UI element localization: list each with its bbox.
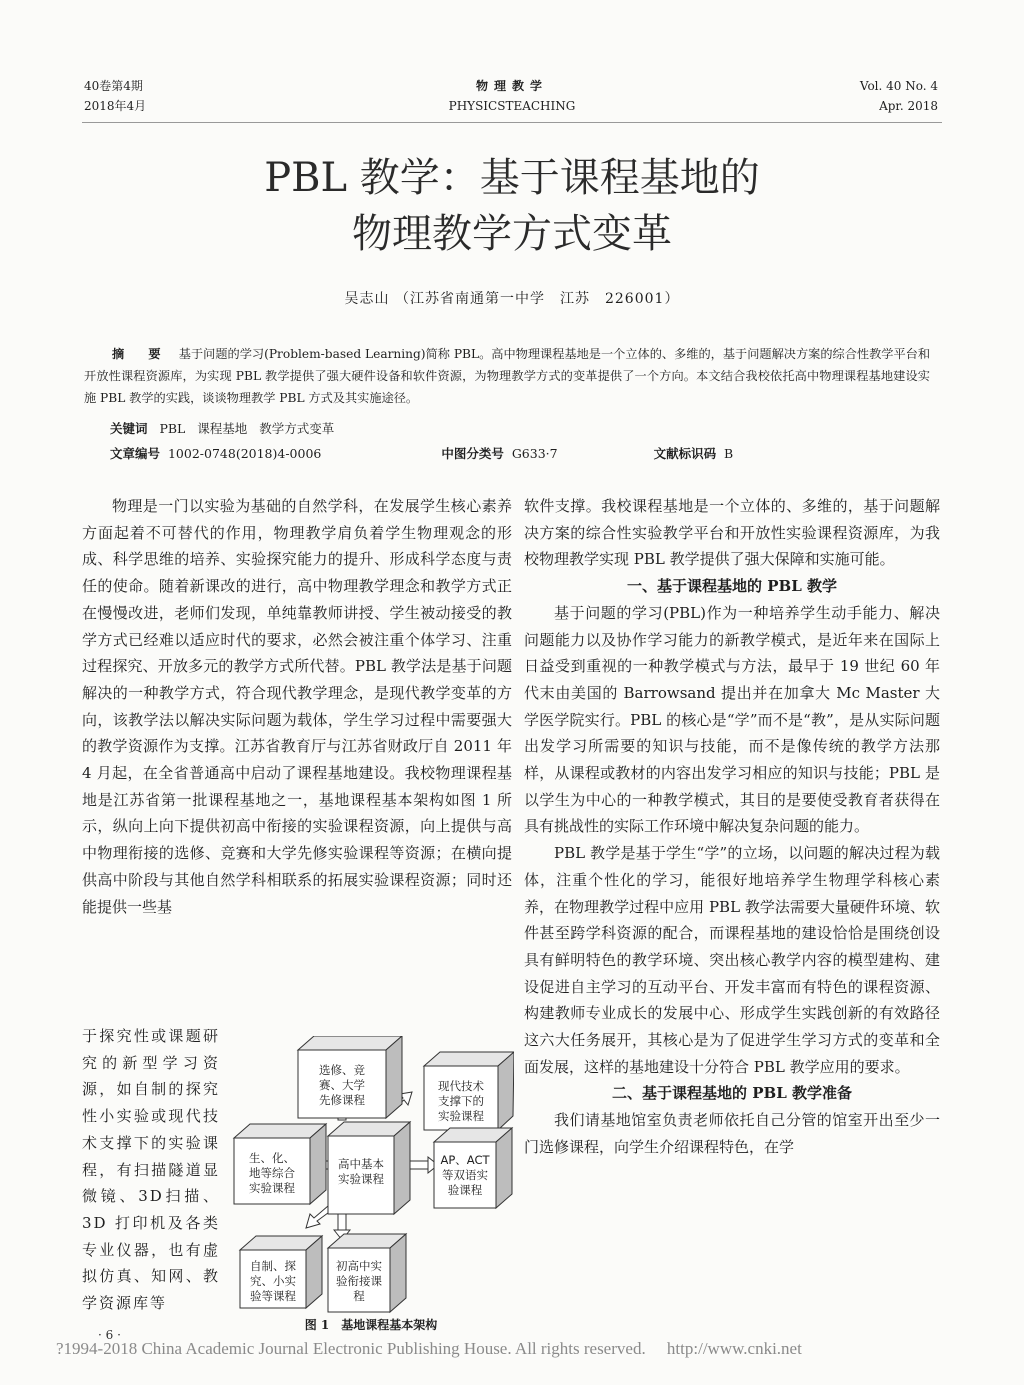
svg-text:AP、ACT等双语实验课程: AP、ACT 等双语实验课程 [440,1153,490,1197]
svg-text:初高中实验衔接课程: 初高中实验衔接课程 [336,1259,382,1303]
copyright-footer: ?1994-2018 China Academic Journal Electronic Publishing House. All rights reserved. http://www.cnki.net [56,1339,802,1358]
paragraph: 物理是一门以实验为基础的自然学科，在发展学生核心素养方面起着不可替代的作用，物理教学肩负着学生物理观念的形成、科学思维的培养、实验探究能力的提升、形成科学态度与责任的使命。随着新课改的进行，高中物理教学理念和教学方式正在慢慢改进，老师们发现，单纯靠教师讲授、学生被动接受的教学方式已经难以适应时代的要求，必然会被注重个体学习、注重过程探究、开放多元的教学方式所代替。PBL 教学法是基于问题解决的一种教学方式，符合现代教学理念，是现代教学变革的方向，该教学法以解决实际问题为载体，学生学习过程中需要强大的教学资源作为支撑。江苏省教育厅与江苏省财政厅自 2011 年 4 月起，在全省普通高中启动了课程基地建设。我校物理课程基地是江苏省第一批课程基地之一，基地课程基本架构如图 1 所示，纵向上向下提供初高中衔接的实验课程资源，向上提供与高中物理衔接的选修、竞赛和大学先修实验课程等资源；在横向提供高中阶段与其他自然学科相联系的拓展实验课程资源；同时还能提供一些基 [82,497,512,916]
keyword: 课程基地 [197,421,248,436]
figure-1-diagram [228,1036,514,1316]
clc-label: 中图分类号 [441,446,504,461]
cube-center [328,1122,410,1214]
keywords [110,419,334,437]
right-column [524,493,940,1161]
paragraph: PBL 教学是基于学生“学”的立场，以问题的解决过程为载体，注重个性化的学习，能很好地培养学生物理学科核心素养，在物理教学过程中应用 PBL 教学法需要大量硬件环境、软件甚至跨学科资源的配合，而课程基地的建设恰恰是围绕创设具有鲜明特色的教学环境、突出核心教学内容的模型建构、建设促进自主学习的互动平台、开发丰富而有特色的课程资源、构建教师专业成长的发展中心、形成学生实践创新的有效路径这六大任务展开，其核心是为了促进学生学习方式的变革和全面发展，这样的基地建设十分符合 PBL 教学应用的要求。 [524,844,940,1076]
article-no-label: 文章编号 [110,446,161,461]
cube-right [434,1128,512,1208]
cube-left [234,1124,326,1204]
paragraph: 软件支撑。我校课程基地是一个立体的、多维的，基于问题解决方案的综合性实验教学平台和开放性实验课程资源库，为我校物理教学实现 PBL 教学提供了强大保障和实施可能。 [524,497,940,569]
cube-bottom-left [240,1236,322,1308]
abstract [84,343,930,409]
keywords-label: 关键词 [110,421,148,436]
volume-date: Apr. 2018 [879,99,938,113]
page-number: · 6 · [98,1328,121,1342]
figure-caption: 图 1 基地课程基本架构 [304,1318,438,1332]
header-rule [82,122,942,123]
cube-top-label: 选修、竞赛、大学先修课程 [319,1063,365,1107]
svg-text:生、化、地等综合实验课程: 生、化、地等综合实验课程 [249,1151,295,1195]
journal-name-en: PHYSICSTEACHING [448,99,576,113]
clc-code: G633·7 [511,446,558,461]
left-column [82,493,512,920]
cube-top-right [424,1052,514,1130]
journal-name-cn: 物理教学 [475,79,548,93]
article-meta [110,444,930,462]
article-no: 1002-0748(2018)4-0006 [167,446,322,461]
article-title [0,150,1024,262]
svg-text:高中基本实验课程: 高中基本实验课程 [338,1157,384,1186]
volume-issue: 40卷第4期 [84,79,143,93]
title-line-2: 物理教学方式变革 [352,211,672,257]
section-heading-2: 二、基于课程基地的 PBL 教学准备 [612,1084,852,1103]
abstract-text: 基于问题的学习(Problem-based Learning)简称 PBL。高中物理课程基地是一个立体的、多维的，基于问题解决方案的综合性教学平台和开放性课程资源库，为实现 PBL 教学提供了强大硬件设备和软件资源，为物理教学方式的变革提供了一个方向。本文结合我校依托高中物理课程基地建设实施 PBL 教学的实践，谈谈物理教学 PBL 方式及其实施途径。 [84,347,931,405]
journal-volume [860,76,938,116]
keyword: 教学方式变革 [259,421,335,436]
author-affiliation: 吴志山 （江苏省南通第一中学 江苏 226001） [344,291,680,307]
title-line-1: PBL 教学：基于课程基地的 [264,155,760,201]
doc-code: B [724,446,734,461]
cube-top [298,1036,402,1118]
wrapped-paragraph: 于探究性或课题研究的新型学习资源，如自制的探究性小实验或现代技术支撑下的实验课程，有扫描隧道显微镜、3D扫描、3D 打印机及各类专业仪器，也有虚拟仿真、知网、教学资源库等 [82,1027,220,1313]
svg-text:自制、探究、小实验等课程: 自制、探究、小实验等课程 [250,1259,296,1303]
keyword: PBL [159,421,186,436]
paragraph: 基于问题的学习(PBL)作为一种培养学生动手能力、解决问题能力以及协作学习能力的新教学模式，是近年来在国际上日益受到重视的一种教学模式与方法，最早于 19 世纪 60 年代末由美国的 Barrowsand 提出并在加拿大 Mc Master 大学医学院实行。PBL 的核心是“学”而不是“教”，是从实际问题出发学习所需要的知识与技能，而不是像传统的教学方法那样，从课程或教材的内容出发学习相应的知识与技能；PBL 是以学生为中心的一种教学模式，其目的是要使受教育者获得在具有挑战性的实际工作环境中解决复杂问题的能力。 [524,603,940,836]
section-heading-1: 一、基于课程基地的 PBL 教学 [627,577,837,596]
svg-text:现代技术支撑下的实验课程: 现代技术支撑下的实验课程 [438,1079,484,1123]
cube-bottom [328,1234,406,1312]
issue-date: 2018年4月 [84,99,147,113]
doc-code-label: 文献标识码 [653,446,717,461]
abstract-label: 摘 要 [112,347,167,361]
paragraph: 我们请基地馆室负责老师依托自己分管的馆室开出至少一门选修课程，向学生介绍课程特色，在学 [524,1111,940,1156]
volume-number: Vol. 40 No. 4 [859,79,938,93]
